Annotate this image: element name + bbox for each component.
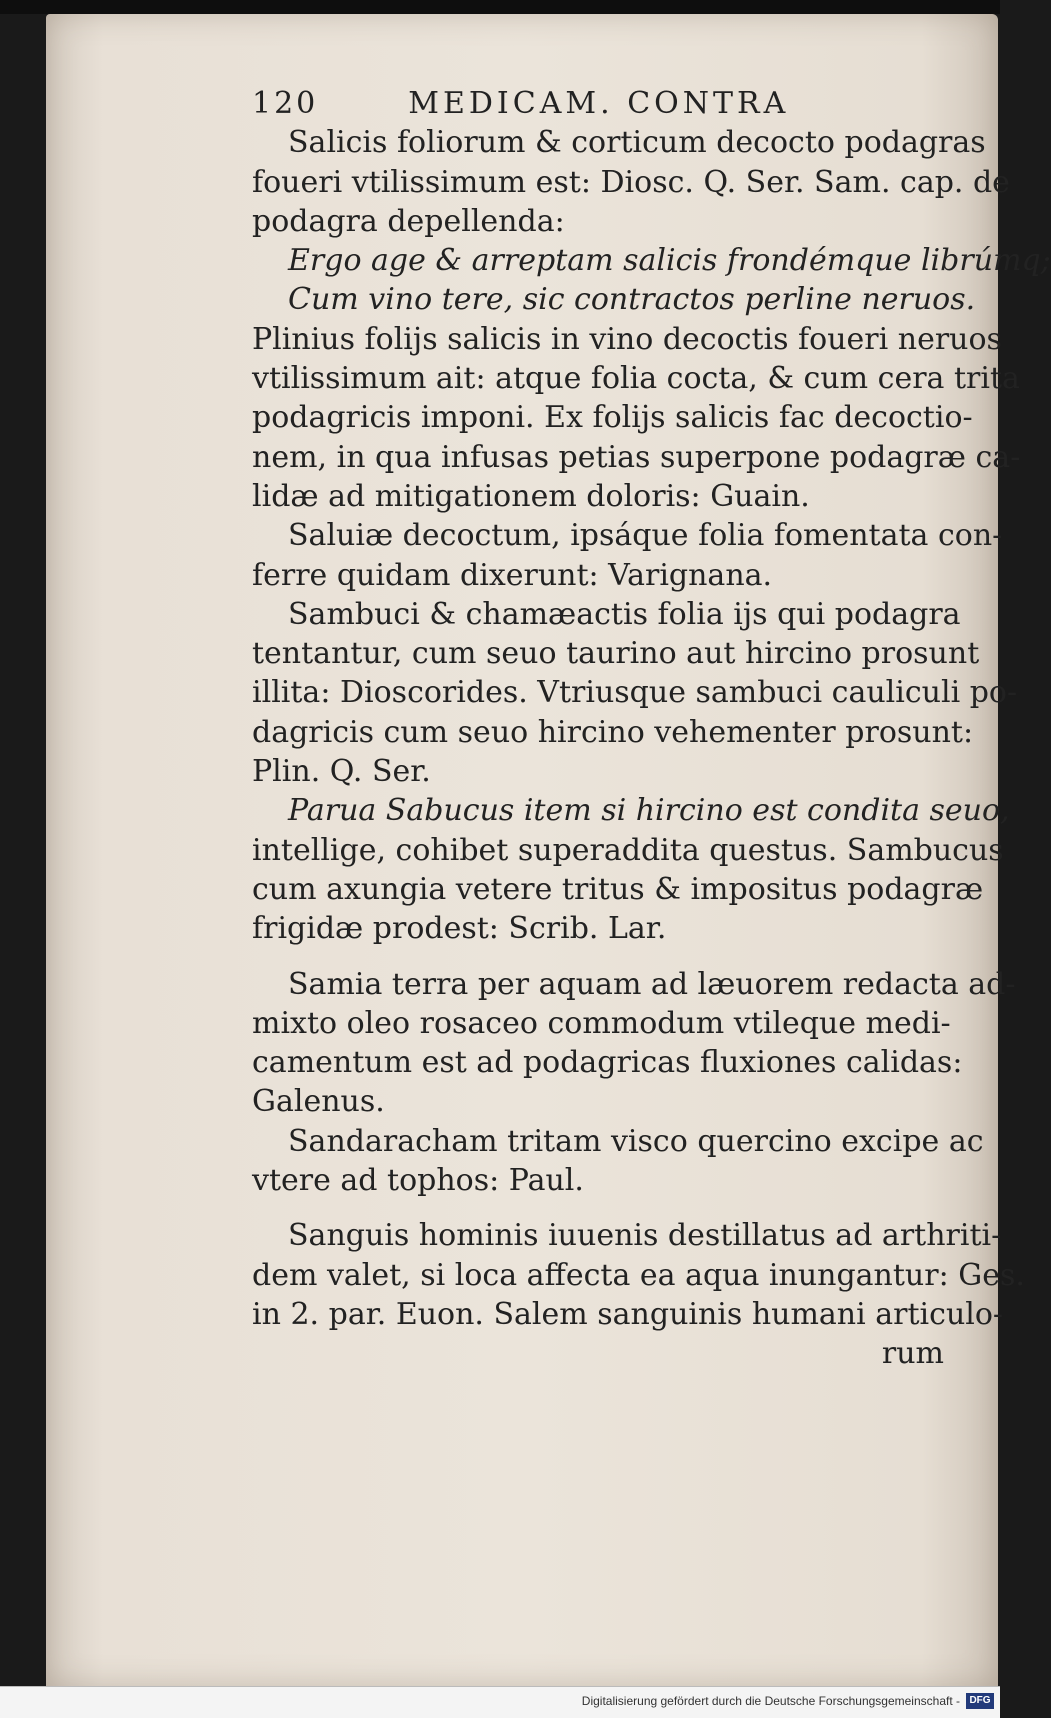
text-line: podagra depellenda:	[252, 203, 565, 239]
text-line: in 2. par. Euon. Salem sanguinis humani articulo-	[252, 1296, 1004, 1332]
text-line: Parua Sabucus item si hircino est condita seuo,	[288, 793, 1010, 829]
text-line: vtilissimum ait: atque folia cocta, & cum cera trita	[252, 361, 1020, 397]
scan-top-edge	[0, 0, 1000, 14]
funding-credit: Digitalisierung gefördert durch die Deutsche Forschungsgemeinschaft -	[581, 1694, 960, 1708]
catchword: rum	[881, 1336, 944, 1372]
text-line: Plin. Q. Ser.	[252, 754, 431, 790]
text-line: Samia terra per aquam ad læuorem redacta ad-	[288, 966, 1016, 1002]
text-line: camentum est ad podagricas fluxiones calidas:	[252, 1045, 963, 1081]
text-line: Sandaracham tritam visco quercino excipe ac	[288, 1123, 984, 1159]
dfg-logo: DFG	[966, 1693, 994, 1709]
paragraph-gap	[252, 949, 952, 965]
text-line: illita: Dioscorides. Vtriusque sambuci cauliculi po-	[252, 675, 1018, 711]
text-line: Sanguis hominis iuuenis destillatus ad arthriti-	[288, 1218, 1002, 1254]
text-line: Sambuci & chamæactis folia ijs qui podagra	[288, 596, 961, 632]
text-line: Ergo age & arreptam salicis frondémque librúmq;	[288, 243, 1051, 279]
running-head: MEDICAM. CONTRA	[408, 86, 790, 121]
text-line: podagricis imponi. Ex folijs salicis fac decoctio-	[252, 400, 973, 436]
text-line: Galenus.	[252, 1084, 385, 1120]
text-line: dem valet, si loca affecta ea aqua inungantur: Ges.	[252, 1257, 1025, 1293]
text-line: vtere ad tophos: Paul.	[252, 1163, 584, 1199]
text-line: Plinius folijs salicis in vino decoctis foueri neruos	[252, 321, 1002, 357]
text-line: nem, in qua infusas petias superpone podagræ ca-	[252, 439, 1021, 475]
page-number: 120	[252, 86, 319, 121]
text-line: Cum vino tere, sic contractos perline neruos.	[288, 282, 976, 318]
page-header	[252, 84, 952, 123]
text-line: Salicis foliorum & corticum decocto podagras	[288, 125, 986, 161]
text-line: mixto oleo rosaceo commodum vtileque medi-	[252, 1005, 951, 1041]
text-line: Saluiæ decoctum, ipsáque folia fomentata con-	[288, 518, 1003, 554]
footer-bar	[0, 1686, 1000, 1718]
text-line: intellige, cohibet superaddita questus. Sambucus	[252, 832, 1004, 868]
text-line: foueri vtilissimum est: Diosc. Q. Ser. Sam. cap. de	[252, 164, 1010, 200]
text-line: lidæ ad mitigationem doloris: Guain.	[252, 478, 810, 514]
text-line: ferre quidam dixerunt: Varignana.	[252, 557, 773, 593]
text-line: dagricis cum seuo hircino vehementer prosunt:	[252, 714, 974, 750]
text-line: cum axungia vetere tritus & impositus podagræ	[252, 871, 984, 907]
text-line: tentantur, cum seuo taurino aut hircino prosunt	[252, 636, 980, 672]
page-text	[252, 84, 1051, 1374]
paragraph-gap	[252, 1200, 952, 1216]
text-line: frigidæ prodest: Scrib. Lar.	[252, 911, 667, 947]
